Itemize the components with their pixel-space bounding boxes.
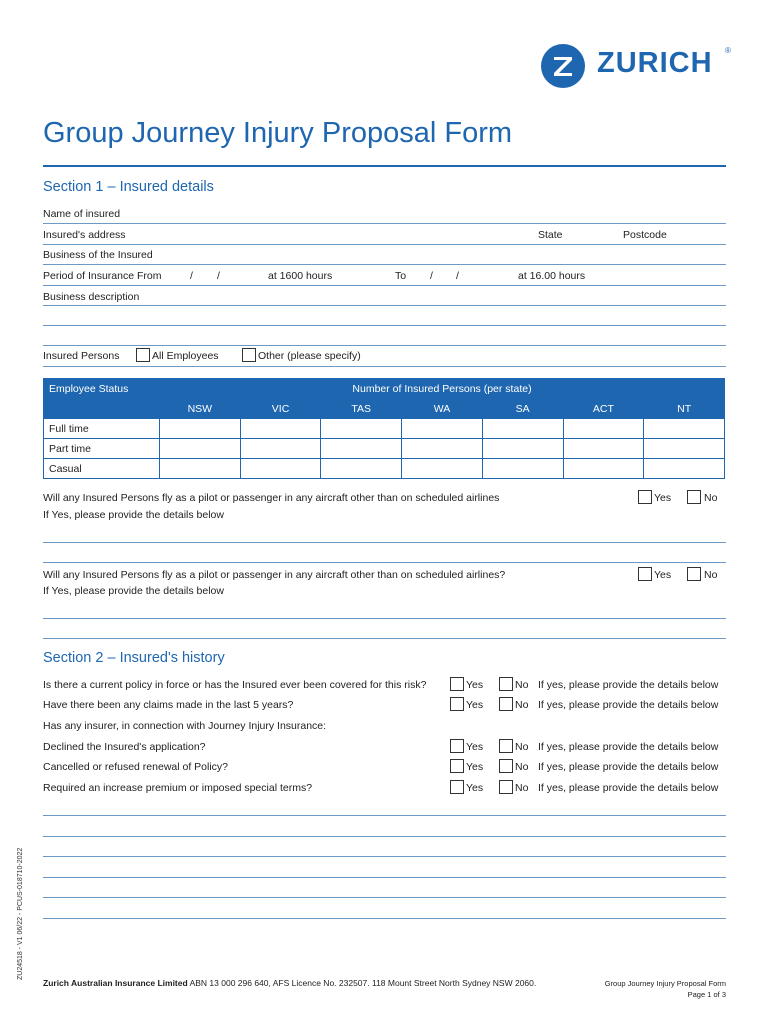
- date-slash-1: /: [190, 270, 193, 282]
- state-header: NT: [644, 399, 725, 419]
- footer-details: ABN 13 000 296 640, AFS Licence No. 232507. 118 Mount Street North Sydney NSW 2060.: [187, 978, 537, 988]
- form-title: Group Journey Injury Proposal Form: [43, 117, 513, 149]
- insurer-question: Has any insurer, in connection with Journey Injury Insurance:: [43, 720, 327, 732]
- yes-label: Yes: [466, 782, 484, 794]
- name-of-insured-label: Name of insured: [43, 208, 121, 220]
- state-header: SA: [482, 399, 563, 419]
- count-cell[interactable]: [240, 459, 321, 479]
- row-label: Part time: [44, 439, 160, 459]
- no-label: No: [515, 782, 529, 794]
- name-of-insured-field[interactable]: [43, 223, 726, 224]
- yes-label: Yes: [466, 679, 484, 691]
- date-slash-2: /: [217, 270, 220, 282]
- aircraft-2-details-label: If Yes, please provide the details below: [43, 585, 224, 597]
- state-header: ACT: [563, 399, 644, 419]
- increase-premium-question: Required an increase premium or imposed special terms?: [43, 782, 313, 794]
- form-reference-code: ZU24518 - V1 06/22 - PCUS-018710-2022: [17, 847, 24, 980]
- date-slash-3: /: [430, 270, 433, 282]
- cancelled-yes-checkbox[interactable]: [450, 759, 464, 773]
- count-cell[interactable]: [402, 419, 483, 439]
- section1-heading: Section 1 – Insured details: [43, 179, 214, 195]
- period-field[interactable]: [43, 285, 726, 286]
- aircraft-2-details-field-2[interactable]: [43, 638, 726, 639]
- aircraft-2-yes-label: Yes: [654, 569, 672, 581]
- from-time-label: at 1600 hours: [268, 270, 333, 282]
- footer-form-name: Group Journey Injury Proposal Form: [604, 979, 726, 988]
- brand-name: ZURICH: [597, 47, 713, 79]
- count-cell[interactable]: [321, 419, 402, 439]
- aircraft-2-no-checkbox[interactable]: [687, 567, 701, 581]
- count-cell[interactable]: [644, 419, 725, 439]
- zurich-logo: [541, 44, 731, 88]
- address-label: Insured's address: [43, 229, 126, 241]
- number-insured-header: Number of Insured Persons (per state): [160, 379, 725, 399]
- count-cell[interactable]: [563, 459, 644, 479]
- count-cell[interactable]: [644, 459, 725, 479]
- row-label: Full time: [44, 419, 160, 439]
- count-cell[interactable]: [482, 459, 563, 479]
- table-row: [44, 459, 725, 479]
- row-label: Casual: [44, 459, 160, 479]
- date-slash-4: /: [456, 270, 459, 282]
- details-instruction: If yes, please provide the details below: [538, 782, 719, 794]
- business-label: Business of the Insured: [43, 249, 153, 261]
- insured-persons-table: [43, 378, 725, 479]
- history-details-field[interactable]: [43, 836, 726, 837]
- aircraft-1-details-field-2[interactable]: [43, 562, 726, 563]
- count-cell[interactable]: [563, 419, 644, 439]
- aircraft-2-no-label: No: [704, 569, 718, 581]
- aircraft-1-details-label: If Yes, please provide the details below: [43, 509, 224, 521]
- postcode-label: Postcode: [623, 229, 667, 241]
- registered-mark: ®: [725, 46, 731, 55]
- history-details-field[interactable]: [43, 918, 726, 919]
- business-description-field-2[interactable]: [43, 325, 726, 326]
- aircraft-2-details-field[interactable]: [43, 618, 726, 619]
- count-cell[interactable]: [321, 439, 402, 459]
- other-label: Other (please specify): [258, 350, 361, 362]
- declined-yes-checkbox[interactable]: [450, 739, 464, 753]
- insured-persons-label: Insured Persons: [43, 350, 120, 362]
- state-label: State: [538, 229, 563, 241]
- footer-page-info: [560, 978, 726, 1000]
- no-label: No: [515, 679, 529, 691]
- page-number: Page 1 of 3: [687, 990, 726, 999]
- current-policy-no-checkbox[interactable]: [499, 677, 513, 691]
- count-cell[interactable]: [644, 439, 725, 459]
- declined-no-checkbox[interactable]: [499, 739, 513, 753]
- count-cell[interactable]: [482, 419, 563, 439]
- to-time-label: at 16.00 hours: [518, 270, 586, 282]
- count-cell[interactable]: [160, 439, 241, 459]
- business-description-field[interactable]: [43, 305, 726, 306]
- cancelled-no-checkbox[interactable]: [499, 759, 513, 773]
- history-details-field[interactable]: [43, 877, 726, 878]
- count-cell[interactable]: [402, 439, 483, 459]
- count-cell[interactable]: [160, 459, 241, 479]
- insured-persons-rule: [43, 366, 726, 367]
- table-row: [44, 439, 725, 459]
- table-row: [44, 419, 725, 439]
- aircraft-1-details-field[interactable]: [43, 542, 726, 543]
- section2-heading: Section 2 – Insured's history: [43, 650, 225, 666]
- history-details-field[interactable]: [43, 815, 726, 816]
- count-cell[interactable]: [321, 459, 402, 479]
- details-instruction: If yes, please provide the details below: [538, 679, 719, 691]
- count-cell[interactable]: [563, 439, 644, 459]
- yes-label: Yes: [466, 699, 484, 711]
- aircraft-1-no-label: No: [704, 492, 718, 504]
- title-rule: [43, 165, 726, 167]
- claims-no-checkbox[interactable]: [499, 697, 513, 711]
- count-cell[interactable]: [240, 419, 321, 439]
- details-instruction: If yes, please provide the details below: [538, 699, 719, 711]
- no-label: No: [515, 741, 529, 753]
- count-cell[interactable]: [240, 439, 321, 459]
- current-policy-question: Is there a current policy in force or has the Insured ever been covered for this risk?: [43, 679, 427, 691]
- aircraft-1-yes-label: Yes: [654, 492, 672, 504]
- business-description-label: Business description: [43, 291, 140, 303]
- count-cell[interactable]: [402, 459, 483, 479]
- aircraft-1-no-checkbox[interactable]: [687, 490, 701, 504]
- other-checkbox[interactable]: [242, 348, 256, 362]
- no-label: No: [515, 699, 529, 711]
- employee-status-header: Employee Status: [44, 379, 160, 399]
- cancelled-question: Cancelled or refused renewal of Policy?: [43, 761, 229, 773]
- all-employees-checkbox[interactable]: [136, 348, 150, 362]
- business-field[interactable]: [43, 264, 726, 265]
- aircraft-2-yes-checkbox[interactable]: [638, 567, 652, 581]
- aircraft-question-1: Will any Insured Persons fly as a pilot or passenger in any aircraft other than on scheduled airlines: [43, 492, 500, 504]
- all-employees-label: All Employees: [152, 350, 219, 362]
- state-header: NSW: [160, 399, 241, 419]
- yes-label: Yes: [466, 761, 484, 773]
- history-details-field[interactable]: [43, 897, 726, 898]
- details-instruction: If yes, please provide the details below: [538, 761, 719, 773]
- aircraft-question-2: Will any Insured Persons fly as a pilot or passenger in any aircraft other than on scheduled airlines?: [43, 569, 506, 581]
- address-field[interactable]: [43, 244, 726, 245]
- count-cell[interactable]: [160, 419, 241, 439]
- details-instruction: If yes, please provide the details below: [538, 741, 719, 753]
- business-description-field-3[interactable]: [43, 345, 726, 346]
- claims-question: Have there been any claims made in the last 5 years?: [43, 699, 294, 711]
- state-header: WA: [402, 399, 483, 419]
- zurich-z-icon: [541, 44, 585, 88]
- aircraft-1-yes-checkbox[interactable]: [638, 490, 652, 504]
- increase-premium-yes-checkbox[interactable]: [450, 780, 464, 794]
- declined-question: Declined the Insured's application?: [43, 741, 206, 753]
- no-label: No: [515, 761, 529, 773]
- increase-premium-no-checkbox[interactable]: [499, 780, 513, 794]
- count-cell[interactable]: [482, 439, 563, 459]
- to-label: To: [395, 270, 407, 282]
- current-policy-yes-checkbox[interactable]: [450, 677, 464, 691]
- history-details-field[interactable]: [43, 856, 726, 857]
- claims-yes-checkbox[interactable]: [450, 697, 464, 711]
- state-header: VIC: [240, 399, 321, 419]
- footer-company: Zurich Australian Insurance Limited: [43, 978, 188, 988]
- state-header: TAS: [321, 399, 402, 419]
- yes-label: Yes: [466, 741, 484, 753]
- footer-legal: [43, 978, 536, 988]
- header-blank-cell: [44, 399, 160, 419]
- period-from-label: Period of Insurance From: [43, 270, 162, 282]
